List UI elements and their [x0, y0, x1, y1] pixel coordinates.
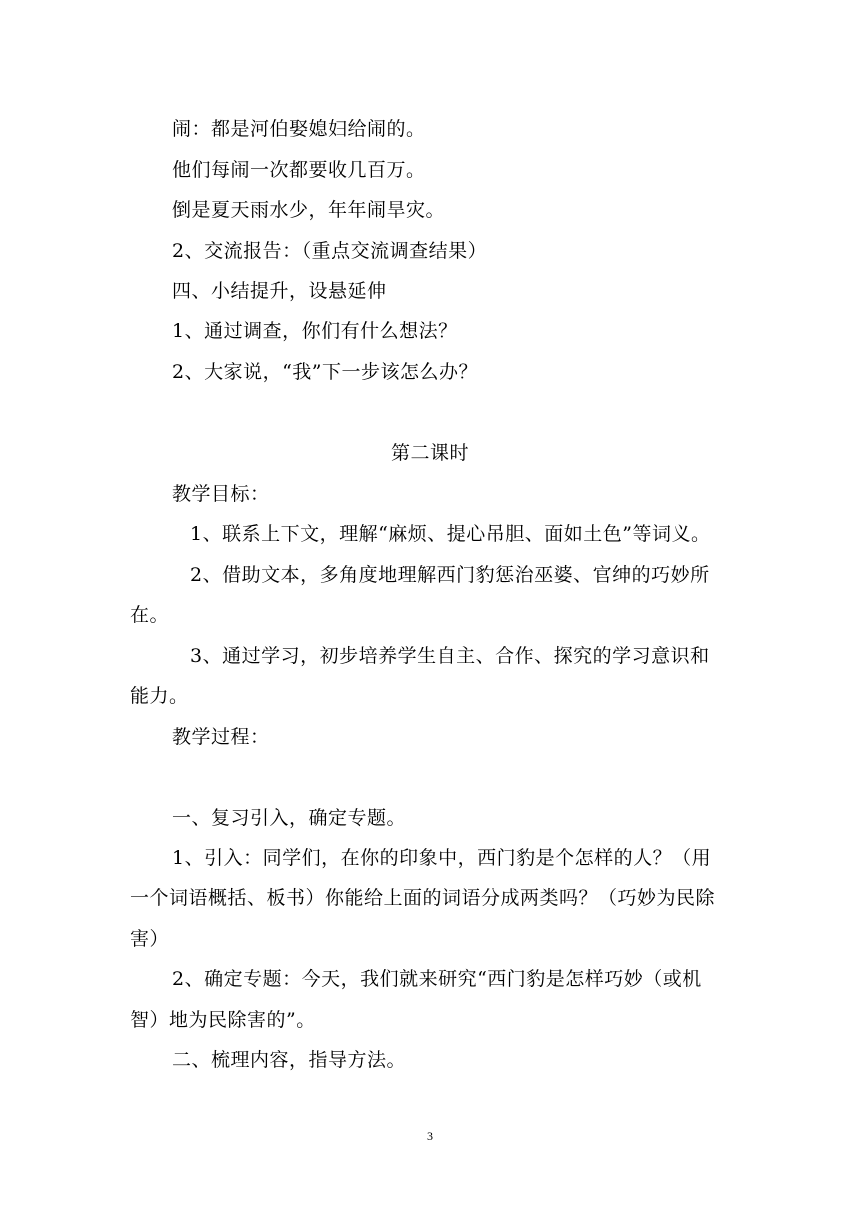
text-line: 倒是夏天雨水少，年年闹旱灾。: [172, 199, 446, 221]
text-line: 教学过程：: [172, 726, 270, 748]
text-line: 一、复习引入，确定专题。: [172, 807, 407, 829]
text-line: 2、大家说，“我”下一步该怎么办？: [172, 361, 479, 383]
text-line: 害）: [130, 928, 170, 950]
text-line: 2、确定专题：今天，我们就来研究“西门豹是怎样巧妙（或机: [172, 968, 702, 990]
text-line: 一个词语概括、板书）你能给上面的词语分成两类吗？（巧妙为民除: [130, 887, 716, 909]
text-line: 1、联系上下文，理解“麻烦、提心吊胆、面如土色”等词义。: [190, 523, 711, 545]
text-line: 2、交流报告：（重点交流调查结果）: [172, 240, 488, 262]
text-line: 他们每闹一次都要收几百万。: [172, 159, 426, 181]
text-line: 2、借助文本，多角度地理解西门豹惩治巫婆、官绅的巧妙所: [190, 564, 710, 586]
text-line: 闹：都是河伯娶媳妇给闹的。: [172, 118, 426, 140]
text-line: 3、通过学习，初步培养学生自主、合作、探究的学习意识和: [190, 645, 710, 667]
page-number: 3: [427, 1129, 433, 1143]
text-line: 在。: [130, 604, 170, 626]
text-line: 能力。: [130, 685, 189, 707]
text-line: 二、梳理内容，指导方法。: [172, 1049, 407, 1071]
text-line: 1、通过调查，你们有什么想法？: [172, 320, 458, 342]
text-line: 1、引入：同学们，在你的印象中，西门豹是个怎样的人？（用: [172, 847, 712, 869]
text-line: 四、小结提升，设悬延伸: [172, 280, 387, 302]
text-line: 教学目标：: [172, 483, 270, 505]
text-line: 智）地为民除害的”。: [130, 1009, 316, 1031]
section-title: 第二课时: [390, 442, 469, 464]
